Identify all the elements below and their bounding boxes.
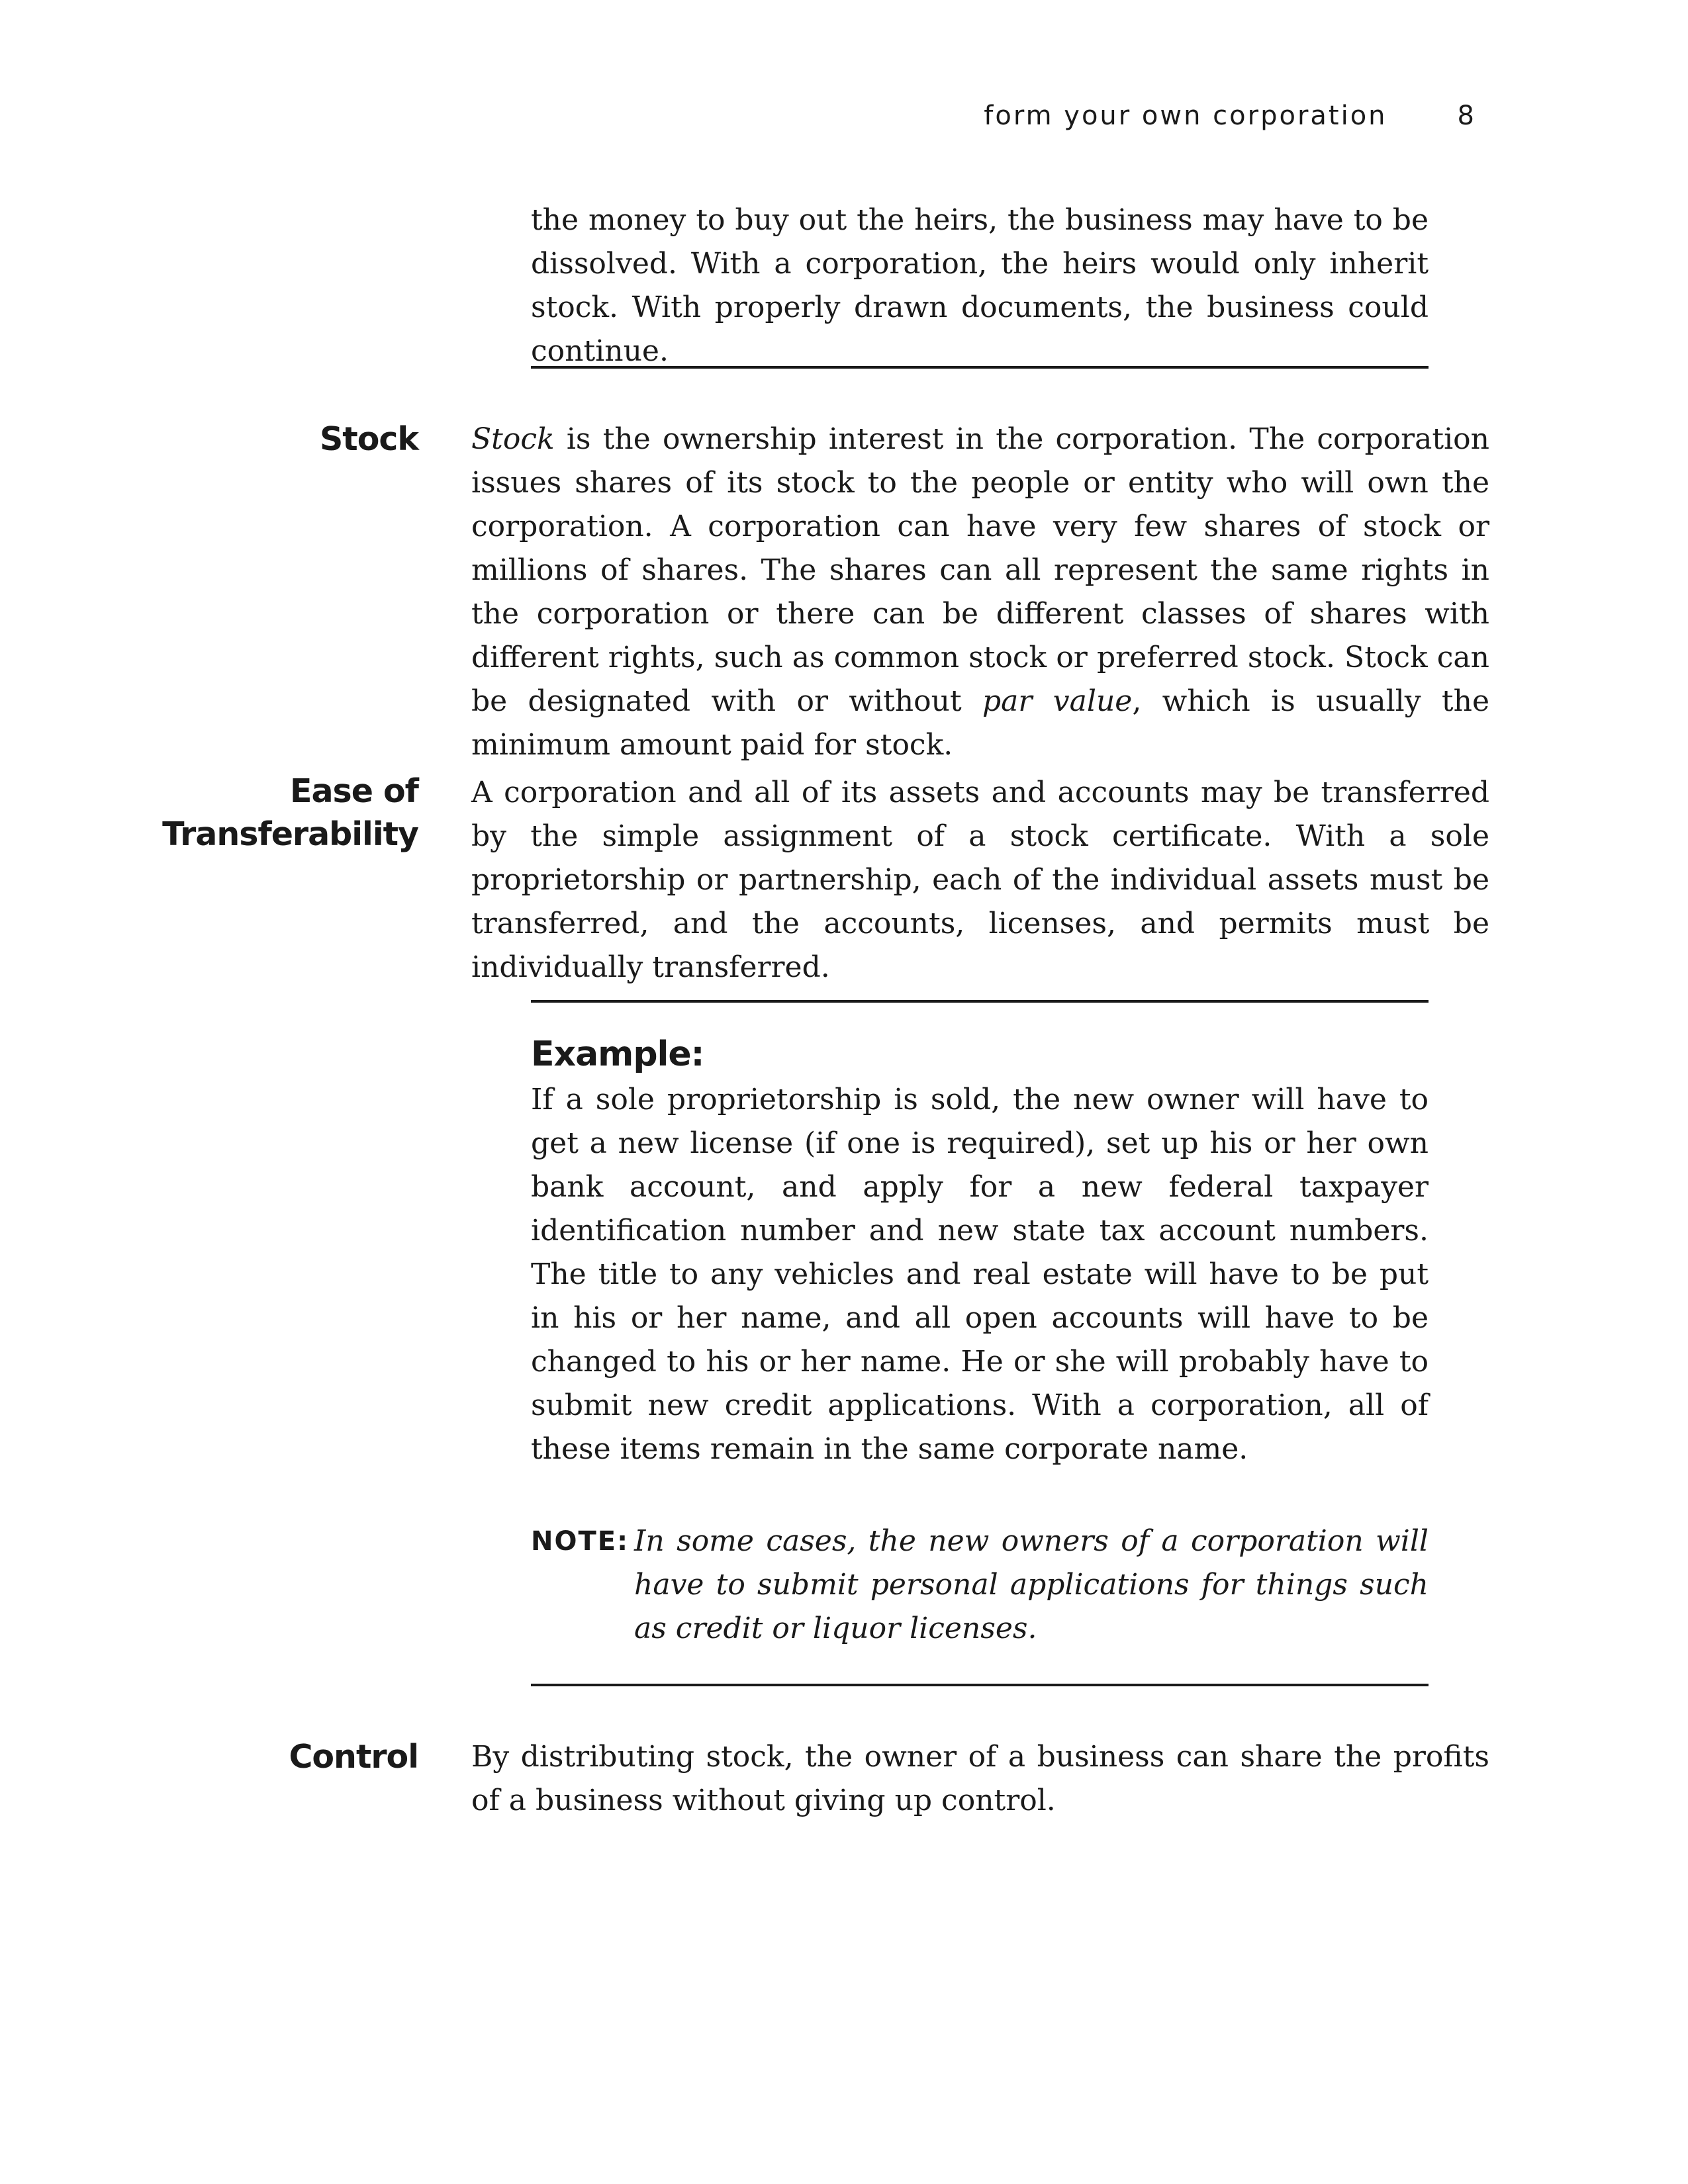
note-label: NOTE: [531,1526,630,1557]
example-paragraph: If a sole proprietorship is sold, the new owner will have to get a new license (if one is required), set up his or her own bank account, and apply for a new federal taxpayer identification number and new state tax account numbers. The title to any vehicles and real estate will have to be put in his or her name, and all open accounts will have to be changed to his or her name. He or she will probably have to submit new credit applications. With a corporation, all of these items remain in the same corporate name. [531,1083,1429,1466]
divider-rule-2 [531,1000,1429,1003]
stock-heading: Stock [319,420,418,458]
note-text: In some cases, the new owners of a corporation will have to submit personal applications for things such as credit or liquor licenses. [634,1524,1429,1645]
running-title: form your own corporation [984,101,1387,131]
divider-rule-1 [531,366,1429,369]
stock-text-b: , which is usually the minimum amount paid for stock. [471,684,1489,762]
running-header [984,101,1476,131]
transferability-heading-line2: Transferability [162,815,418,853]
page-number: 8 [1457,101,1476,131]
transferability-heading [159,770,418,856]
transferability-section [471,771,1489,989]
example-title: Example: [531,1034,704,1074]
note-block [531,1520,1429,1651]
stock-paragraph [471,418,1489,767]
intro-paragraph: the money to buy out the heirs, the business may have to be dissolved. With a corporation, the heirs would only inherit stock. With properly drawn documents, the business could continue. [531,203,1429,368]
stock-term: Stock [471,422,555,456]
control-section [471,1735,1489,1823]
transferability-heading-line1: Ease of [290,772,418,810]
stock-text-a: is the ownership interest in the corporation. The corporation issues shares of its stock to the people or entity who will own the corporation. A corporation can have very few shares of stock or millions of shares. The shares can all represent the same rights in the corporation or there can be different classes of shares with different rights, such as common stock or preferred stock. Stock can be designated with or without [471,422,1489,718]
control-heading: Control [289,1738,418,1776]
divider-rule-3 [531,1684,1429,1686]
intro-block [531,199,1429,373]
example-block [531,1032,1429,1471]
stock-section [471,418,1489,767]
control-paragraph: By distributing stock, the owner of a business can share the profits of a business without giving up control. [471,1740,1489,1817]
par-value-term: par value [982,684,1133,718]
transferability-paragraph: A corporation and all of its assets and accounts may be transferred by the simple assignment of a stock certificate. With a sole proprietorship or partnership, each of the individual assets must be transferred, and the accounts, licenses, and permits must be individually transferred. [471,776,1489,984]
